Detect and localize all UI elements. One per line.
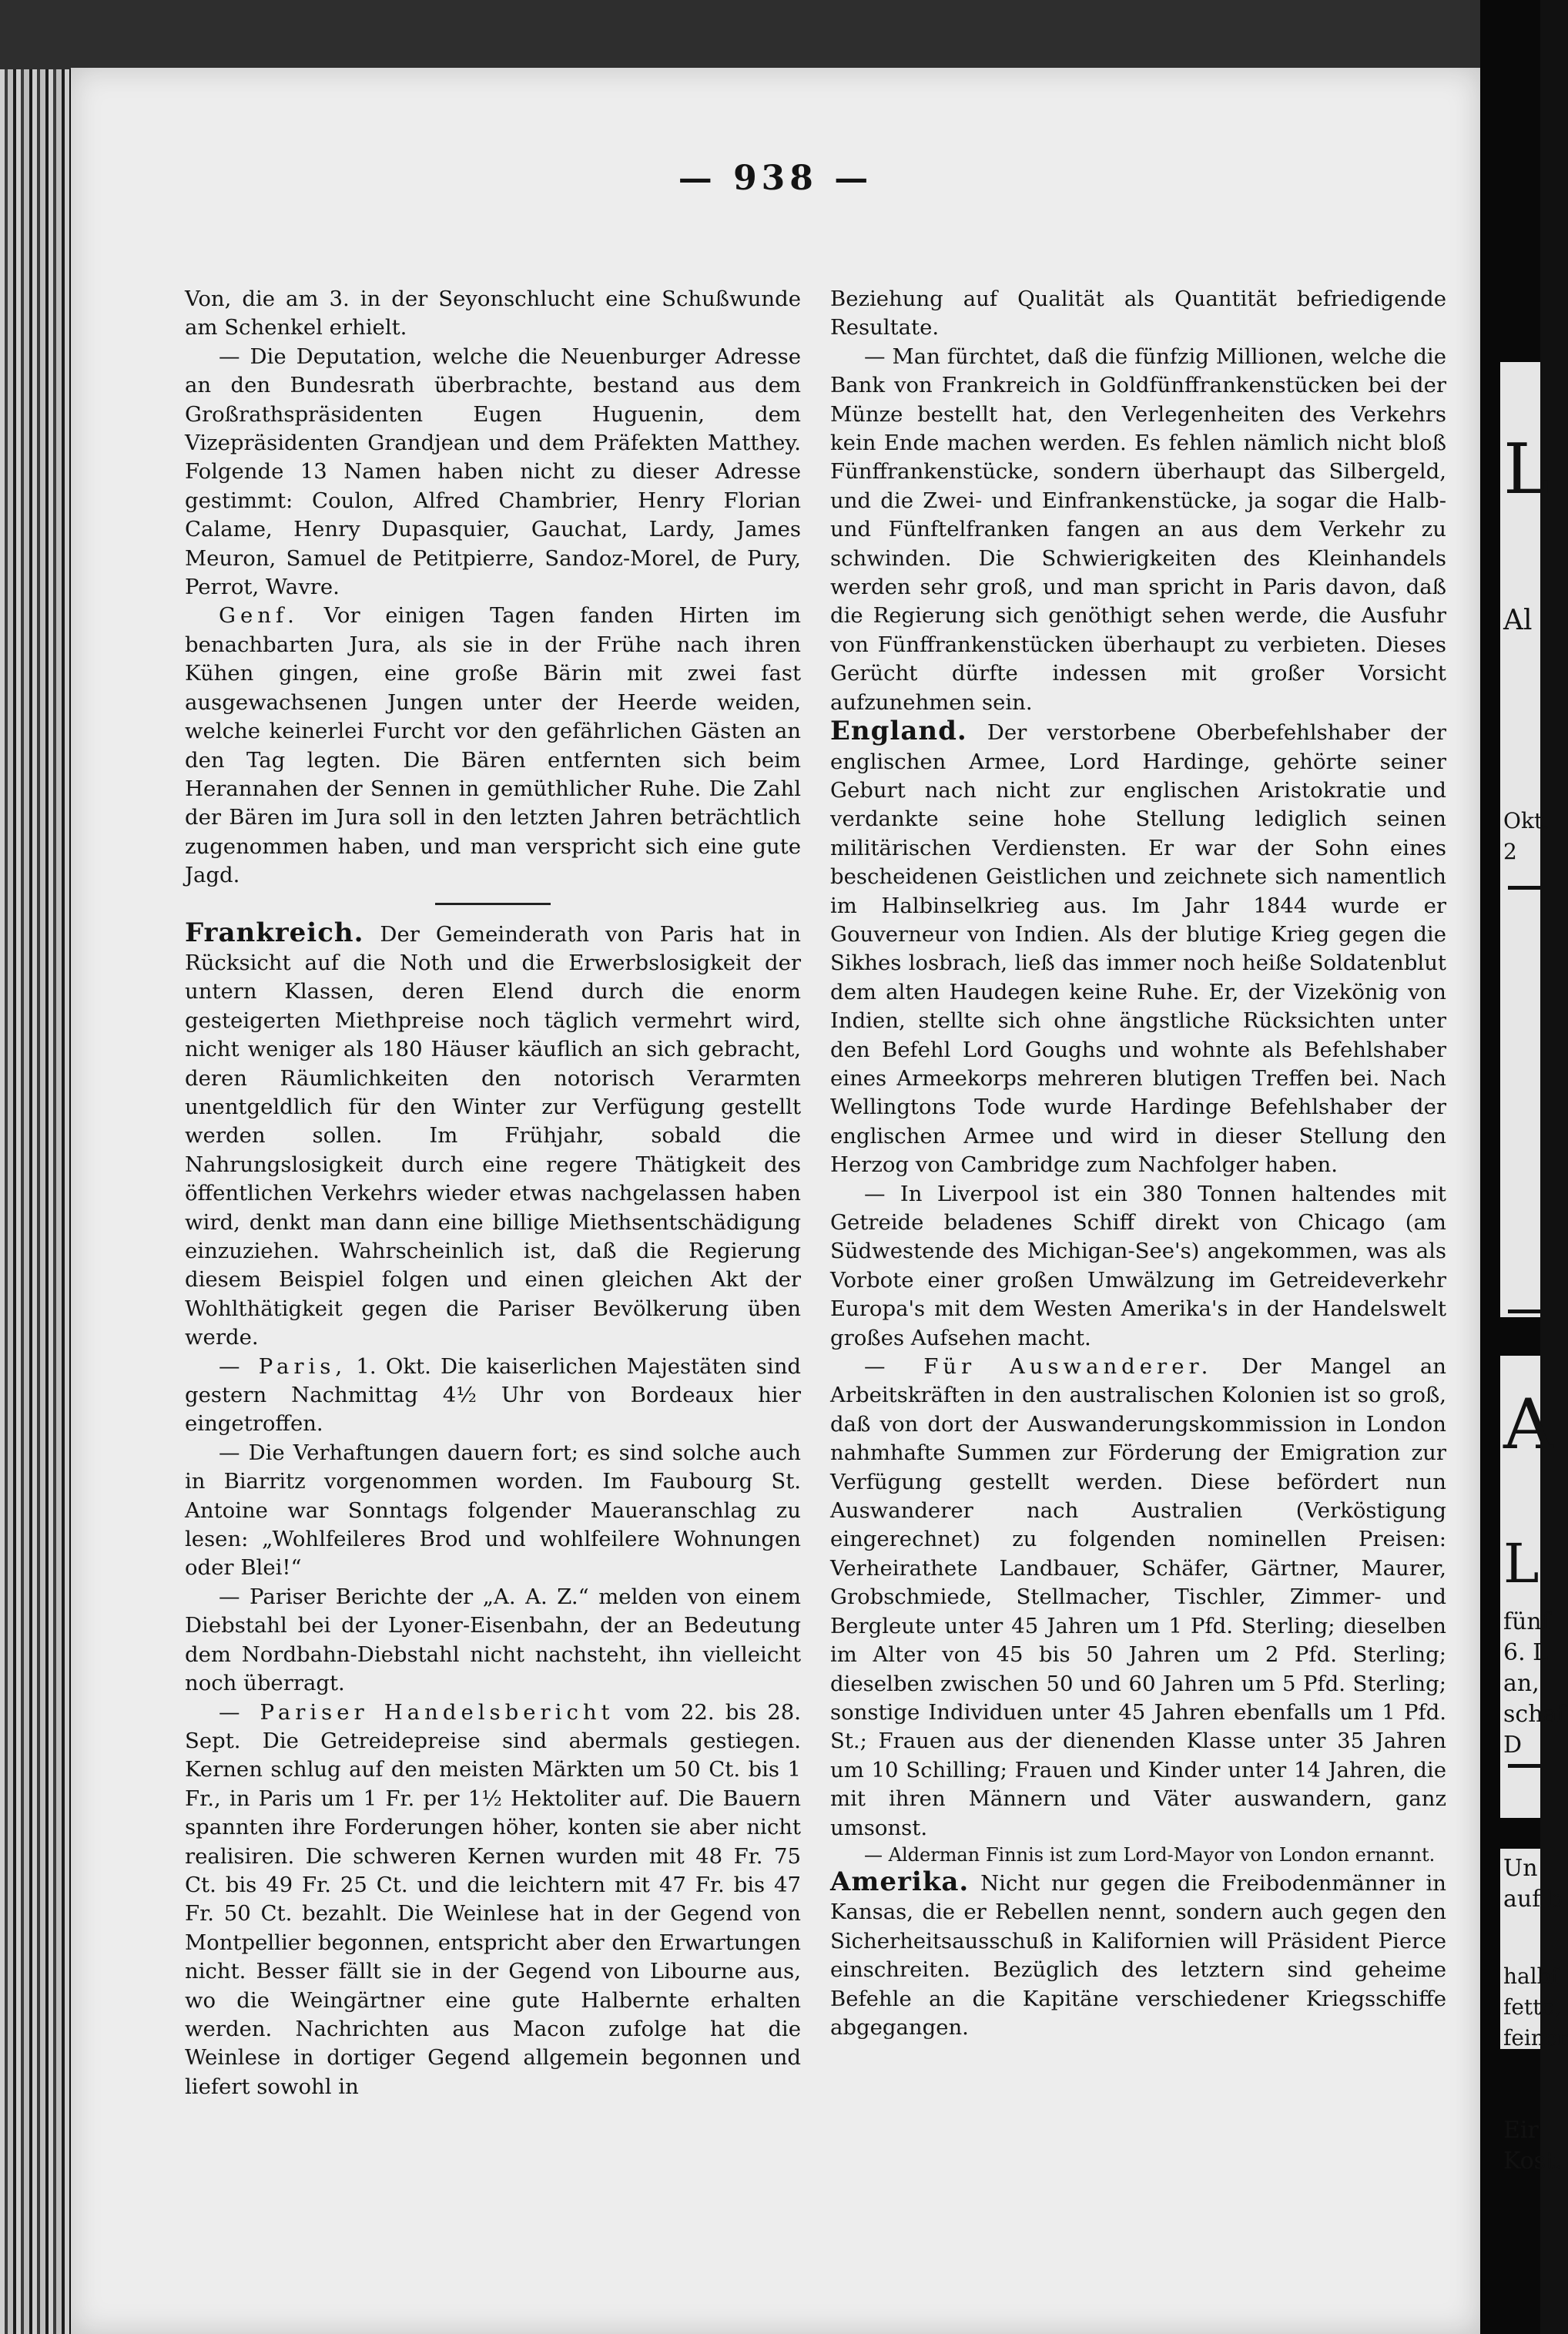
adjacent-page-fragment: an, xyxy=(1503,1670,1540,1697)
adjacent-page-fragment: L xyxy=(1503,1532,1540,1595)
adjacent-page-rule xyxy=(1508,1764,1540,1768)
adjacent-page-fragment: D xyxy=(1503,1732,1523,1759)
adjacent-page-fragment: auf b xyxy=(1503,1886,1563,1913)
section-heading-england: England. xyxy=(830,716,967,747)
article-text: Nicht nur gegen die Freibodenmänner in Kansas, die er Rebellen nennt, sondern auch gegen den Sicherheitsausschuß in Kalifornien will Präsident Pierce einschreiten. Bezüglich des letztern sind geheime Befehle an die Kapitäne verschiedener Kriegsschiffe abgegangen. xyxy=(830,1870,1446,2040)
section-divider xyxy=(435,903,551,905)
article-text: Der Mangel an Arbeitskräften in den australischen Kolonien ist so groß, daß von dort der Auswanderungskommission in London nahmhafte Summen zur Förderung der Emigration zur Verfügung gestellt werden. Diese befördert nun Auswanderer nach Australien (Verköstigung eingerechnet) zu folgenden nominellen Preisen: Verheirathete Landbauer, Schäfer, Gärtner, Maurer, Grobschmiede, Stellmacher, Tischler, Zimmer- und Bergleute unter 45 Jahren um 1 Pfd. Sterling; dieselben im Alter von 45 bis 50 Jahren um 2 Pfd. Sterling; dieselben zwischen 50 und 60 Jahren um 5 Pfd. Sterling; sonstige Individuen unter 45 Jahren ebenfalls um 1 Pfd. St.; Frauen aus der dienenden Klasse unter 35 Jahren um 10 Schilling; Frauen und Kinder unter 14 Jahren, die mit ihren Männern und Väter auswandern, ganz umsonst. xyxy=(830,1354,1447,1840)
adjacent-page-rule xyxy=(1508,886,1540,890)
adjacent-page-fragment: 2 xyxy=(1503,839,1517,864)
page-number: — 938 — xyxy=(678,159,873,198)
newspaper-page xyxy=(71,68,1480,2334)
dateline-paris: — Paris, xyxy=(219,1353,347,1379)
article-paragraph-paris xyxy=(185,1353,801,1439)
scan-background-top xyxy=(0,0,1540,69)
book-binding-edge xyxy=(0,69,69,2334)
article-text: Vor einigen Tagen fanden Hirten im benachbarten Jura, als sie in der Frühe nach ihren Kühen gingen, eine große Bärin mit zwei fast ausgewachsenen Jungen unter der Heerde weiden, welche keinerlei Furcht vor den gefährlichen Gästen an den Tag legten. Die Bären entfernten sich beim Herannahen der Sennen in gemüthlicher Ruhe. Die Zahl der Bären im Jura soll in den letzten Jahren beträchtlich zugenommen haben, und man verspricht sich eine gute Jagd. xyxy=(185,603,801,888)
dateline-handelsbericht: — Pariser Handelsbericht xyxy=(219,1699,615,1725)
adjacent-page-fragment: feiner xyxy=(1503,2025,1568,2051)
article-paragraph-auswanderer xyxy=(830,1353,1446,1843)
article-paragraph: — Die Deputation, welche die Neuenburger Adresse an den Bundesrath überbrachte, bestand aus dem Großrathspräsidenten Eugen Huguenin, dem Vizepräsidenten Grandjean und dem Präfekten Matthey. Folgende 13 Namen haben nicht zu dieser Adresse gestimmt: Coulon, Alfred Chambrier, Henry Florian Calame, Henry Dupasquier, Gauchat, Lardy, James Meuron, Samuel de Petitpierre, Sandoz-Morel, de Pury, Perrot, Wavre. xyxy=(185,344,801,600)
adjacent-page-fragment: schaf xyxy=(1503,1701,1566,1728)
article-paragraph: — Alderman Finnis ist zum Lord-Mayor von London ernannt. xyxy=(864,1843,1436,1866)
article-paragraph-frankreich xyxy=(185,919,801,1353)
article-paragraph: — Die Verhaftungen dauern fort; es sind solche auch in Biarritz vorgenommen worden. Im Faubourg St. Antoine war Sonntags folgender Maueranschlag zu lesen: „Wohlfeileres Brod und wohlfeilere Wohnungen oder Blei!“ xyxy=(185,1440,801,1581)
article-paragraph: Beziehung auf Qualität als Quantität befriedigende Resultate. xyxy=(830,287,1446,340)
article-text: 1. Okt. Die kaiserlichen Majestäten sind gestern Nachmittag 4½ Uhr von Bordeaux hier eingetroffen. xyxy=(185,1353,802,1437)
dateline-genf: Genf. xyxy=(219,603,299,629)
adjacent-page-fragment: Un xyxy=(1503,1855,1538,1882)
article-text: Der verstorbene Oberbefehlshaber der englischen Armee, Lord Hardinge, gehörte seiner Geburt nach nicht zur englischen Aristokratie und verdankte seine hohe Stellung lediglich seinen militärischen Verdiensten. Er war der Sohn eines bescheidenen Geistlichen und zeichnete sich namentlich im Halbinselkrieg aus. Im Jahr 1844 wurde er Gouverneur von Indien. Als der blutige Krieg gegen die Sikhes losbrach, ließ das immer noch heiße Soldatenblut dem alten Haudegen keine Ruhe. Er, der Vizekönig von Indien, stellte sich ohne ängstliche Rücksichten unter den Befehl Lord Goughs und wohnte als Befehlshaber eines Armeekorps mehreren blutigen Treffen bei. Nach Wellingtons Tode wurde Hardinge Befehlshaber der englischen Armee und wird in dieser Stellung den Herzog von Cambridge zum Nachfolger haben. xyxy=(830,720,1446,1178)
adjacent-page-fragment: Al xyxy=(1503,605,1533,636)
article-paragraph: — Man fürchtet, daß die fünfzig Millionen, welche die Bank von Frankreich in Goldfünffrankenstücken bei der Münze bestellt hat, den Verlegenheiten des Verkehrs kein Ende machen werden. Es fehlen nämlich nicht bloß Fünffrankenstücke, sondern überhaupt das Silbergeld, und die Zwei- und Einfrankenstücke, ja sogar die Halb- und Fünftelfranken fangen an aus dem Verkehr zu schwinden. Die Schwierigkeiten des Kleinhandels werden sehr groß, und man spricht in Paris davon, daß die Regierung sich genöthigt sehen werde, die Ausfuhr von Fünffrankenstücken überhaupt zu verbieten. Dieses Gerücht dürfte indessen mit großer Vorsicht aufzunehmen sein. xyxy=(830,344,1446,715)
adjacent-page-fragment: Kost. xyxy=(1503,2148,1563,2175)
adjacent-page-fragment: A xyxy=(1503,1384,1553,1465)
article-paragraph: — Pariser Berichte der „A. A. Z.“ melden von einem Diebstahl bei der Lyoner-Eisenbahn, der an Bedeutung dem Nordbahn-Diebstahl nicht nachsteht, ihn vielleicht noch überragt. xyxy=(185,1584,801,1696)
section-heading-frankreich: Frankreich. xyxy=(185,917,364,948)
article-paragraph-handel xyxy=(185,1699,801,2102)
article-text: vom 22. bis 28. Sept. Die Getreidepreise sind abermals gestiegen. Kernen schlug auf den meisten Märkten um 50 Ct. bis 1 Fr., in Paris um 1 Fr. per 1½ Hektoliter auf. Die Bauern spannten ihre Forderungen höher, konten sie aber nicht realisiren. Die schweren Kernen wurden mit 48 Fr. 75 Ct. bis 49 Fr. 25 Ct. und die leichtern mit 47 Fr. bis 47 Fr. 50 Ct. bezahlt. Die Weinlese hat in der Gegend von Montpellier begonnen, entspricht aber den Erwartungen nicht. Besser fällt sie in der Gegend von Libourne aus, wo die Weingärtner eine gute Halbernte erhalten werden. Nachrichten aus Macon zufolge hat die Weinlese in dortiger Gegend allgemein begonnen und liefert sowohl in xyxy=(185,1699,801,2099)
article-paragraph-england xyxy=(830,717,1446,1180)
left-column xyxy=(185,285,801,2101)
adjacent-page-fragment: L xyxy=(1503,429,1550,510)
article-paragraph-genf xyxy=(185,602,801,890)
adjacent-page-rule xyxy=(1508,1310,1540,1313)
adjacent-page-fragment: fette, xyxy=(1503,1994,1561,2020)
article-paragraph: — In Liverpool ist ein 380 Tonnen haltendes mit Getreide beladenes Schiff direkt von Chicago (am Südwestende des Michigan-See's) angekommen, was als Vorbote einer großen Umwälzung im Getreideverkehr Europa's mit dem Westen Amerika's in der Handelswelt großes Aufsehen macht. xyxy=(830,1181,1446,1350)
adjacent-page-fragment: Eir xyxy=(1503,2117,1539,2144)
adjacent-page-fragment: Okt. xyxy=(1503,808,1550,833)
article-paragraph: Von, die am 3. in der Seyonschlucht eine Schußwunde am Schenkel erhielt. xyxy=(185,287,801,340)
adjacent-page-fragment: fünf xyxy=(1503,1608,1550,1635)
right-column xyxy=(830,285,1446,2042)
section-heading-amerika: Amerika. xyxy=(830,1866,970,1897)
article-text: Der Gemeinderath von Paris hat in Rücksicht auf die Noth und die Erwerbslosigkeit der untern Klassen, deren Elend durch die enorm gesteigerten Miethpreise noch täglich vermehrt wird, nicht weniger als 180 Häuser käuflich an sich gebracht, deren Räumlichkeiten den notorisch Verarmten unentgeldlich für den Winter zur Verfügung gestellt werden sollen. Im Frühjahr, sobald die Nahrungslosigkeit durch eine regere Thätigkeit des öffentlichen Verkehrs wieder etwas nachgelassen haben wird, denkt man dann eine billige Miethsentschädigung einzuziehen. Wahrscheinlich ist, daß die Regierung diesem Beispiel folgen und einen gleichen Akt der Wohlthätigkeit gegen die Pariser Bevölkerung üben werde. xyxy=(185,921,801,1350)
adjacent-page-fragment: 6. L xyxy=(1503,1639,1549,1666)
dateline-auswanderer: — Für Auswanderer. xyxy=(864,1354,1213,1380)
adjacent-page-fragment: halbf xyxy=(1503,1963,1559,1989)
article-paragraph-amerika xyxy=(830,1868,1446,2042)
